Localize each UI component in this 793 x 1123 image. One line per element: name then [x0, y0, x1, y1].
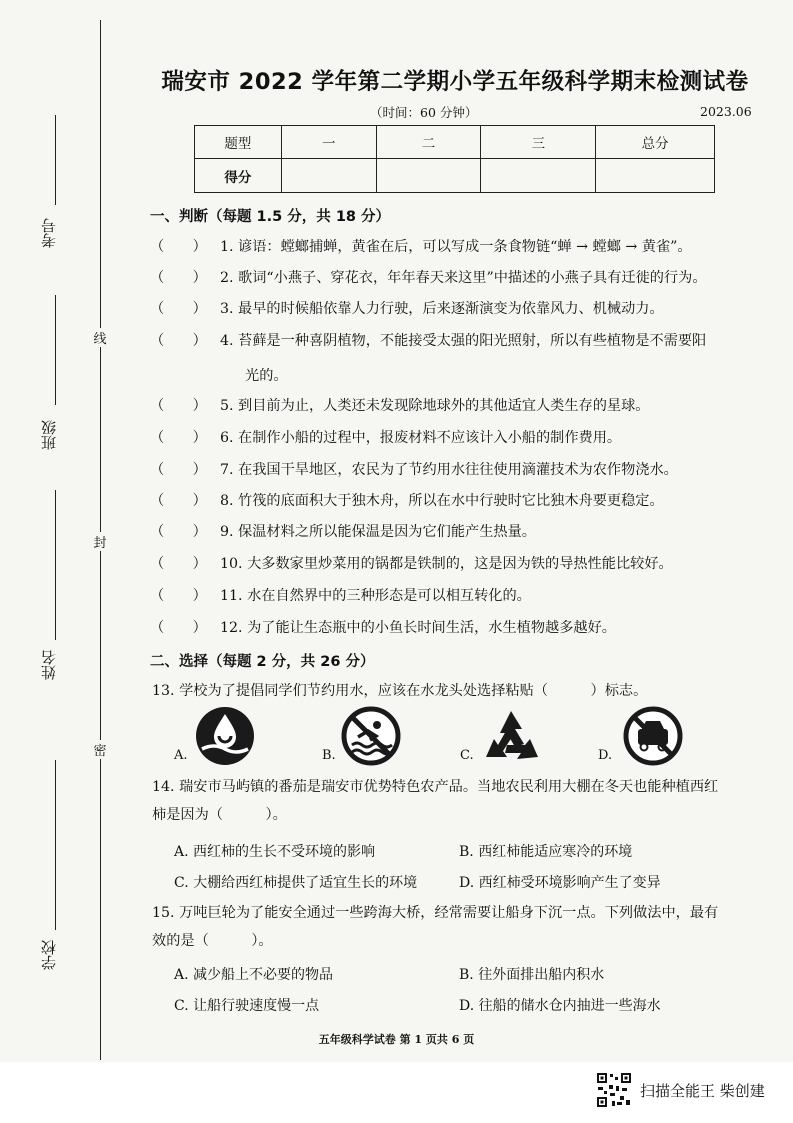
answer-blank[interactable]: （ ）	[150, 620, 207, 636]
score-header-1: 一	[281, 126, 376, 159]
judge-item	[150, 613, 775, 643]
q14-option-b[interactable]: B. 西红柿能适应寒冷的环境	[459, 844, 633, 860]
judge-item	[150, 486, 775, 516]
recycle-icon[interactable]	[480, 705, 542, 767]
section-2-title: 二、选择（每题 2 分，共 26 分）	[150, 654, 375, 670]
q13-options	[170, 705, 730, 771]
q15-option-b[interactable]: B. 往外面排出船内积水	[459, 967, 605, 983]
exam-date: 2023.06	[700, 104, 752, 119]
q14-option-c[interactable]: C. 大棚给西红柿提供了适宜生长的环境	[174, 875, 418, 891]
judge-text: 10. 大多数家里炒菜用的锅都是铁制的，这是因为铁的导热性能比较好。	[220, 556, 673, 572]
school-label: 学校	[40, 940, 58, 970]
judge-item	[150, 455, 775, 485]
judge-item	[150, 294, 775, 324]
qr-code-icon	[596, 1072, 632, 1108]
exam-id-field[interactable]	[55, 115, 56, 205]
score-cell-1[interactable]	[281, 159, 376, 193]
option-d-label[interactable]: D.	[598, 748, 613, 763]
question-15	[152, 899, 772, 955]
judge-text: 6. 在制作小船的过程中，报废材料不应该计入小船的制作费用。	[220, 430, 622, 446]
question-14-line1: 14. 瑞安市马屿镇的番茄是瑞安市优势特色农产品。当地农民利用大棚在冬天也能种植西红	[152, 779, 719, 795]
judge-item	[150, 232, 775, 262]
judge-text-continued: 光的。	[245, 368, 288, 384]
seal-word-secret: 密	[91, 740, 109, 759]
name-field[interactable]	[55, 490, 56, 640]
exam-id-label: 考号	[40, 218, 58, 248]
judge-text: 3. 最早的时候船依靠人力行驶，后来逐渐演变为依靠风力、机械动力。	[220, 301, 664, 317]
class-label: 班级	[40, 420, 58, 450]
score-header-3: 三	[481, 126, 596, 159]
answer-blank[interactable]: （ ）	[150, 430, 207, 446]
judge-text: 12. 为了能让生态瓶中的小鱼长时间生活，水生植物越多越好。	[220, 620, 616, 636]
answer-blank[interactable]: （ ）	[150, 493, 207, 509]
judge-text: 1. 谚语：螳螂捕蝉，黄雀在后，可以写成一条食物链“蝉 → 螳螂 → 黄雀”。	[220, 239, 692, 255]
question-15-line2: 效的是（ ）。	[152, 933, 273, 949]
score-cell-3[interactable]	[481, 159, 596, 193]
judge-text: 5. 到目前为止，人类还未发现除地球外的其他适宜人类生存的星球。	[220, 398, 650, 414]
score-cell-total[interactable]	[596, 159, 715, 193]
score-header-total: 总分	[596, 126, 715, 159]
answer-blank[interactable]: （ ）	[150, 333, 207, 349]
score-header-2: 二	[376, 126, 481, 159]
question-14-line2: 柿是因为（ ）。	[152, 807, 287, 823]
scanner-brand-text: 扫描全能王 柴创建	[640, 1081, 765, 1100]
judge-text: 2. 歌词“小燕子、穿花衣，年年春天来这里”中描述的小燕子具有迁徙的行为。	[220, 270, 707, 286]
answer-blank[interactable]: （ ）	[150, 301, 207, 317]
school-field[interactable]	[55, 760, 56, 930]
answer-blank[interactable]: （ ）	[150, 462, 207, 478]
judge-item	[150, 517, 775, 547]
judge-text: 8. 竹筏的底面积大于独木舟，所以在水中行驶时它比独木舟要更稳定。	[220, 493, 664, 509]
judge-item	[150, 326, 775, 356]
question-13: 13. 学校为了提倡同学们节约用水，应该在水龙头处选择粘贴（ ）标志。	[152, 683, 648, 699]
section-1-title: 一、判断（每题 1.5 分，共 18 分）	[150, 209, 391, 225]
judge-text: 11. 水在自然界中的三种形态是可以相互转化的。	[220, 588, 531, 604]
name-label: 姓名	[40, 650, 58, 680]
question-14	[152, 773, 772, 829]
seal-word-seal: 封	[91, 532, 109, 551]
judge-item	[150, 581, 775, 611]
judge-item	[150, 549, 775, 579]
question-15-line1: 15. 万吨巨轮为了能安全通过一些跨海大桥，经常需要让船身下沉一点。下列做法中，最有	[152, 905, 719, 921]
score-table	[194, 125, 715, 193]
q14-option-d[interactable]: D. 西红柿受环境影响产生了变异	[459, 875, 661, 891]
answer-blank[interactable]: （ ）	[150, 398, 207, 414]
option-c-label[interactable]: C.	[460, 748, 474, 763]
exam-duration: （时间：60 分钟）	[370, 105, 478, 120]
q15-option-d[interactable]: D. 往船的储水仓内抽进一些海水	[459, 998, 661, 1014]
scanner-watermark	[596, 1068, 765, 1112]
answer-blank[interactable]: （ ）	[150, 239, 207, 255]
score-cell-2[interactable]	[376, 159, 481, 193]
class-field[interactable]	[55, 295, 56, 405]
judge-item	[150, 391, 775, 421]
no-vehicles-icon[interactable]	[622, 705, 684, 767]
judge-item	[150, 263, 775, 293]
option-b-label[interactable]: B.	[322, 748, 336, 763]
page-title: 瑞安市 2022 学年第二学期小学五年级科学期末检测试卷	[161, 69, 749, 95]
answer-blank[interactable]: （ ）	[150, 270, 207, 286]
q15-option-c[interactable]: C. 让船行驶速度慢一点	[174, 998, 320, 1014]
score-table-header-row	[195, 126, 715, 159]
score-table-score-row	[195, 159, 715, 193]
answer-blank[interactable]: （ ）	[150, 556, 207, 572]
answer-blank[interactable]: （ ）	[150, 588, 207, 604]
no-swimming-icon[interactable]	[340, 705, 402, 767]
option-a-label[interactable]: A.	[174, 748, 188, 763]
judge-text: 7. 在我国干旱地区，农民为了节约用水往往使用滴灌技术为农作物浇水。	[220, 462, 678, 478]
score-row-label: 得分	[195, 159, 282, 193]
answer-blank[interactable]: （ ）	[150, 524, 207, 540]
seal-word-line: 线	[91, 328, 109, 347]
score-header-type: 题型	[195, 126, 282, 159]
page-footer: 五年级科学试卷 第 1 页共 6 页	[318, 1033, 475, 1046]
q15-option-a[interactable]: A. 减少船上不必要的物品	[174, 967, 334, 983]
judge-text: 4. 苔藓是一种喜阴植物，不能接受太强的阳光照射，所以有些植物是不需要阳	[220, 333, 707, 349]
water-saving-icon[interactable]	[194, 705, 256, 767]
judge-text: 9. 保温材料之所以能保温是因为它们能产生热量。	[220, 524, 536, 540]
q14-option-a[interactable]: A. 西红柿的生长不受环境的影响	[174, 844, 376, 860]
judge-item	[150, 423, 775, 453]
